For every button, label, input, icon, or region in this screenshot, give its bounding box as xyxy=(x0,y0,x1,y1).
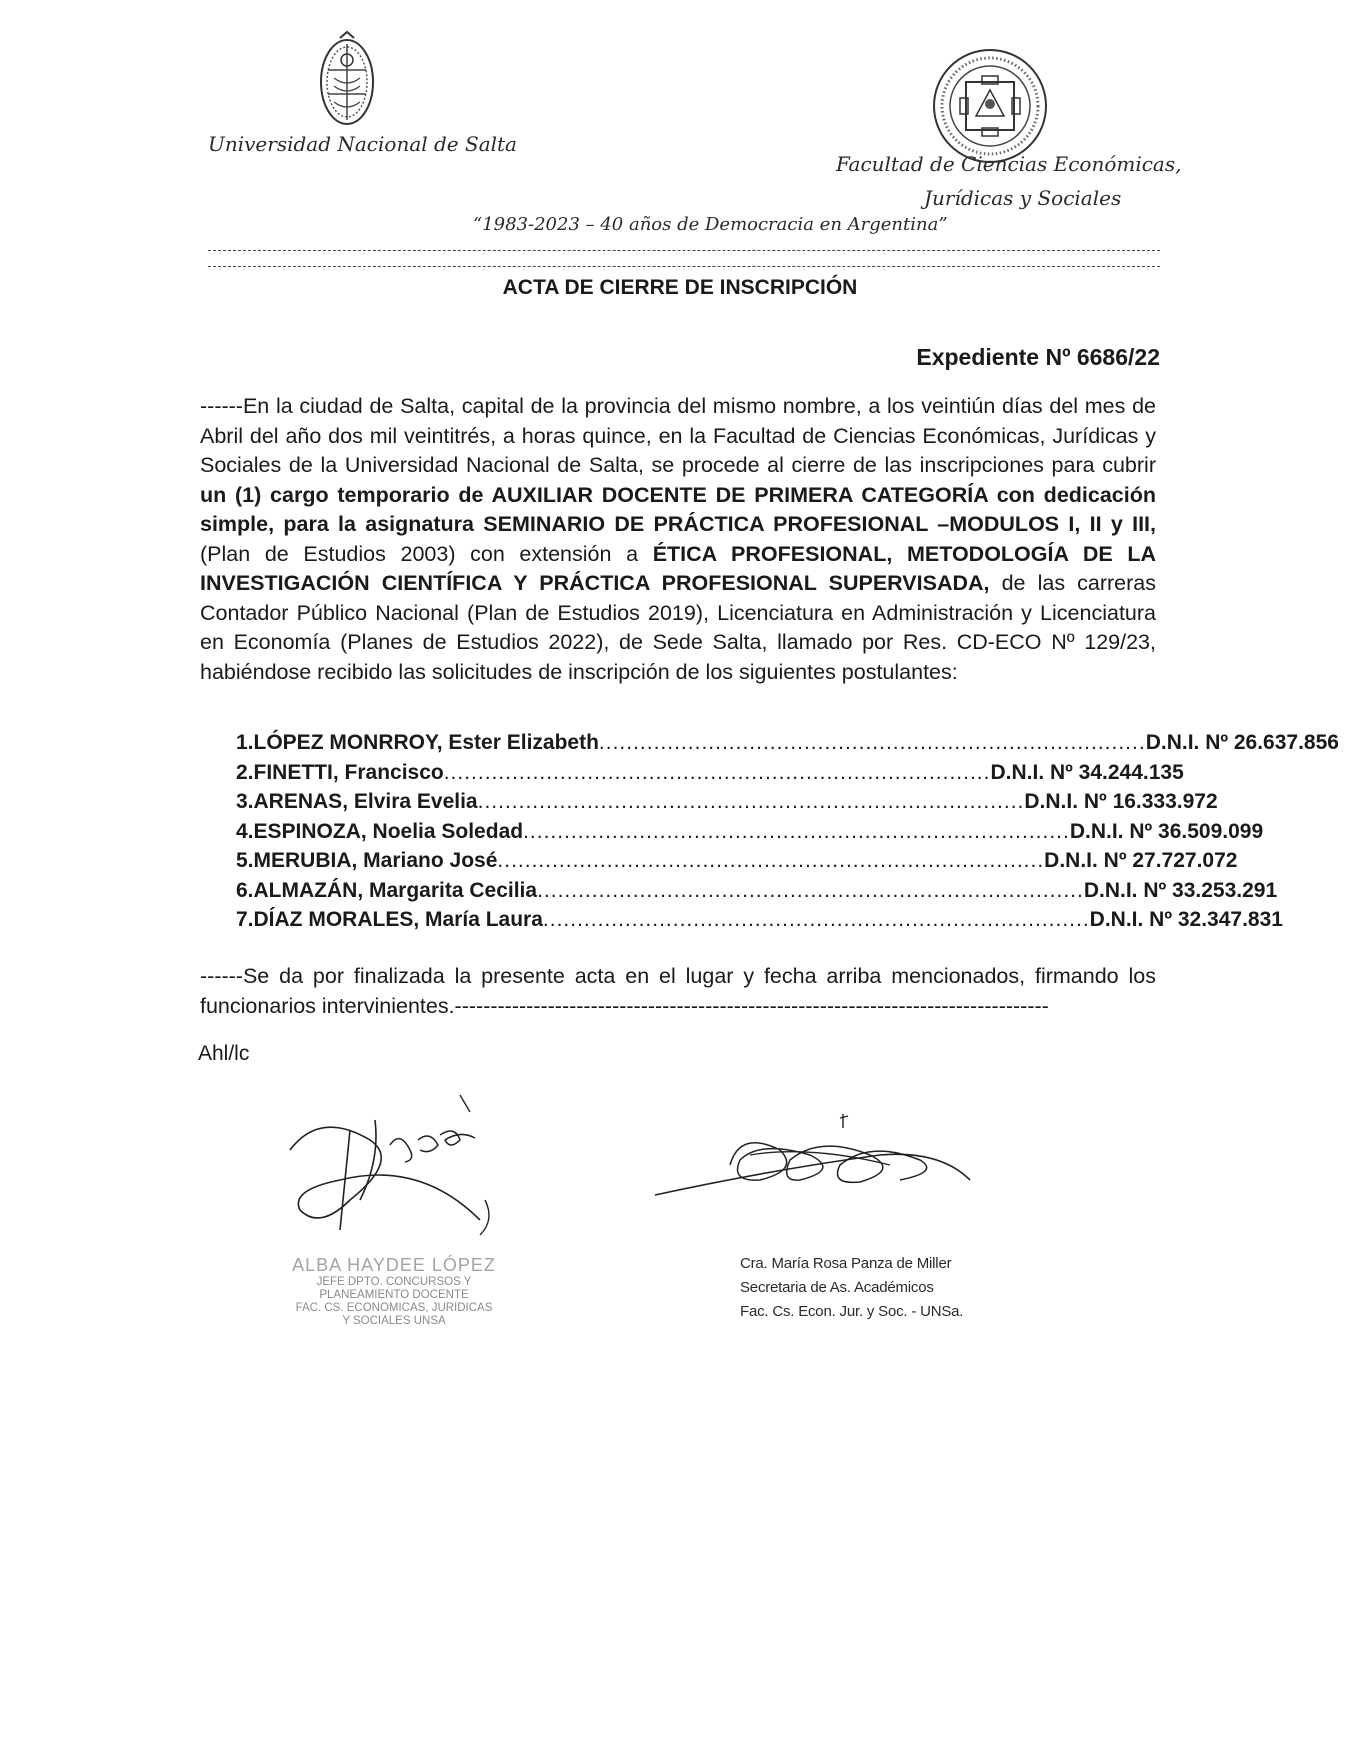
applicant-number: 7. xyxy=(236,908,254,931)
applicant-dni: D.N.I. Nº 36.509.099 xyxy=(1069,819,1264,843)
document-body xyxy=(200,392,1156,687)
dot-leader: ................................................................................ xyxy=(523,819,1070,843)
body-text: ------En la ciudad de Salta, capital de la provincia del mismo nombre, a los veintiún días del mes de Abril del año dos mil veintitrés, a horas quince, en la Facultad de Ciencias Económicas, Jurídicas y Sociales de la Universidad Nacional de Salta, se procede al cierre de las inscripciones para cubrir xyxy=(200,394,1156,477)
body-text: de las carreras Contador Público Nacional (Plan de Estudios 2019), Licenciatura en Administración y Licenciatura en Economía (Planes de Estudios 2022), de Sede Salta, llamado por Res. CD-ECO Nº 129/23, habiéndose recibido las solicitudes de inscripción de los siguientes postulantes: xyxy=(200,571,1157,684)
university-coat-of-arms-icon xyxy=(316,30,378,130)
applicant-number: 5. xyxy=(236,849,254,872)
faculty-name-line-1: Facultad de Ciencias Económicas, xyxy=(836,152,1182,176)
stamp-line: FAC. CS. ECONOMICAS, JURIDICAS xyxy=(295,1302,493,1314)
handwritten-signature-icon xyxy=(280,1090,520,1250)
applicant-name: FINETTI, Francisco xyxy=(253,760,444,784)
applicant-dni: D.N.I. Nº 32.347.831 xyxy=(1089,908,1283,931)
handwritten-signature-icon xyxy=(650,1110,980,1220)
dot-leader: ................................................................................ xyxy=(598,731,1146,754)
applicant-name: ESPINOZA, Noelia Soledad xyxy=(253,819,524,843)
signer-name: Cra. María Rosa Panza de Miller xyxy=(740,1255,952,1272)
motto: “1983-2023 – 40 años de Democracia en Argentina” xyxy=(473,214,948,235)
applicant-number: 1. xyxy=(236,731,254,754)
stamp-name: ALBA HAYDEE LÓPEZ xyxy=(292,1255,496,1275)
body-text: (Plan de Estudios 2003) con extensión a xyxy=(200,541,653,566)
applicant-number: 4. xyxy=(236,819,254,843)
applicant-dni: D.N.I. Nº 16.333.972 xyxy=(1024,790,1218,813)
body-text-bold: un (1) cargo temporario de AUXILIAR DOCENTE DE PRIMERA CATEGORÍA con dedicación simple, para la asignatura SEMINARIO DE PRÁCTICA PROFESIONAL –MODULOS I, II y III, xyxy=(200,482,1156,536)
applicant-name: DÍAZ MORALES, María Laura xyxy=(253,908,543,931)
applicant-dni: D.N.I. Nº 26.637.856 xyxy=(1145,731,1339,754)
dot-leader: ................................................................................ xyxy=(497,849,1045,872)
dot-leader: ................................................................................ xyxy=(477,790,1025,813)
list-item xyxy=(236,758,1184,788)
list-item xyxy=(236,846,1238,876)
signer-unit: Fac. Cs. Econ. Jur. y Soc. - UNSa. xyxy=(740,1303,964,1320)
dot-leader: ................................................................................ xyxy=(443,760,991,784)
expediente-number: Expediente Nº 6686/22 xyxy=(916,344,1160,370)
applicant-dni: D.N.I. Nº 34.244.135 xyxy=(990,760,1184,784)
header-divider xyxy=(208,250,1160,251)
applicant-list xyxy=(236,728,1339,935)
stamp-line: PLANEAMIENTO DOCENTE xyxy=(319,1289,469,1301)
applicant-name: MERUBIA, Mariano José xyxy=(253,849,498,872)
applicant-dni: D.N.I. Nº 27.727.072 xyxy=(1044,849,1238,872)
list-item xyxy=(236,728,1339,758)
dot-leader: ................................................................................ xyxy=(537,878,1084,902)
dot-leader: ................................................................................ xyxy=(542,908,1090,931)
closing-paragraph: ------Se da por finalizada la presente acta en el lugar y fecha arriba mencionados, firmando los funcionarios intervinientes.----------------------------------------------------------------------------------- xyxy=(200,964,1156,1018)
stamp-line: Y SOCIALES UNSA xyxy=(342,1315,446,1327)
header-divider xyxy=(208,266,1160,267)
list-item xyxy=(236,817,1264,847)
typist-initials: Ahl/lc xyxy=(198,1042,250,1065)
applicant-number: 2. xyxy=(236,760,254,784)
faculty-name-line-2: Jurídicas y Sociales xyxy=(924,186,1122,210)
list-item xyxy=(236,876,1278,906)
applicant-name: ALMAZÁN, Margarita Cecilia xyxy=(253,878,538,902)
applicant-number: 6. xyxy=(236,878,254,902)
list-item xyxy=(236,787,1218,817)
document-title: ACTA DE CIERRE DE INSCRIPCIÓN xyxy=(502,276,858,299)
list-item xyxy=(236,905,1283,935)
university-name: Universidad Nacional de Salta xyxy=(208,132,517,156)
applicant-dni: D.N.I. Nº 33.253.291 xyxy=(1083,878,1278,902)
applicant-name: ARENAS, Elvira Evelia xyxy=(253,790,478,813)
applicant-name: LÓPEZ MONRROY, Ester Elizabeth xyxy=(253,731,599,754)
applicant-number: 3. xyxy=(236,790,254,813)
signature-caption-right xyxy=(740,1252,980,1324)
body-text-bold: ÉTICA PROFESIONAL, METODOLOGÍA DE LA INVESTIGACIÓN CIENTÍFICA Y PRÁCTICA PROFESIONAL SUPERVISADA, xyxy=(200,541,1157,595)
signer-role: Secretaria de As. Académicos xyxy=(740,1279,934,1296)
stamp-line: JEFE DPTO. CONCURSOS Y xyxy=(316,1276,472,1288)
signature-stamp-left xyxy=(264,1254,524,1328)
faculty-seal-icon xyxy=(930,46,1050,166)
